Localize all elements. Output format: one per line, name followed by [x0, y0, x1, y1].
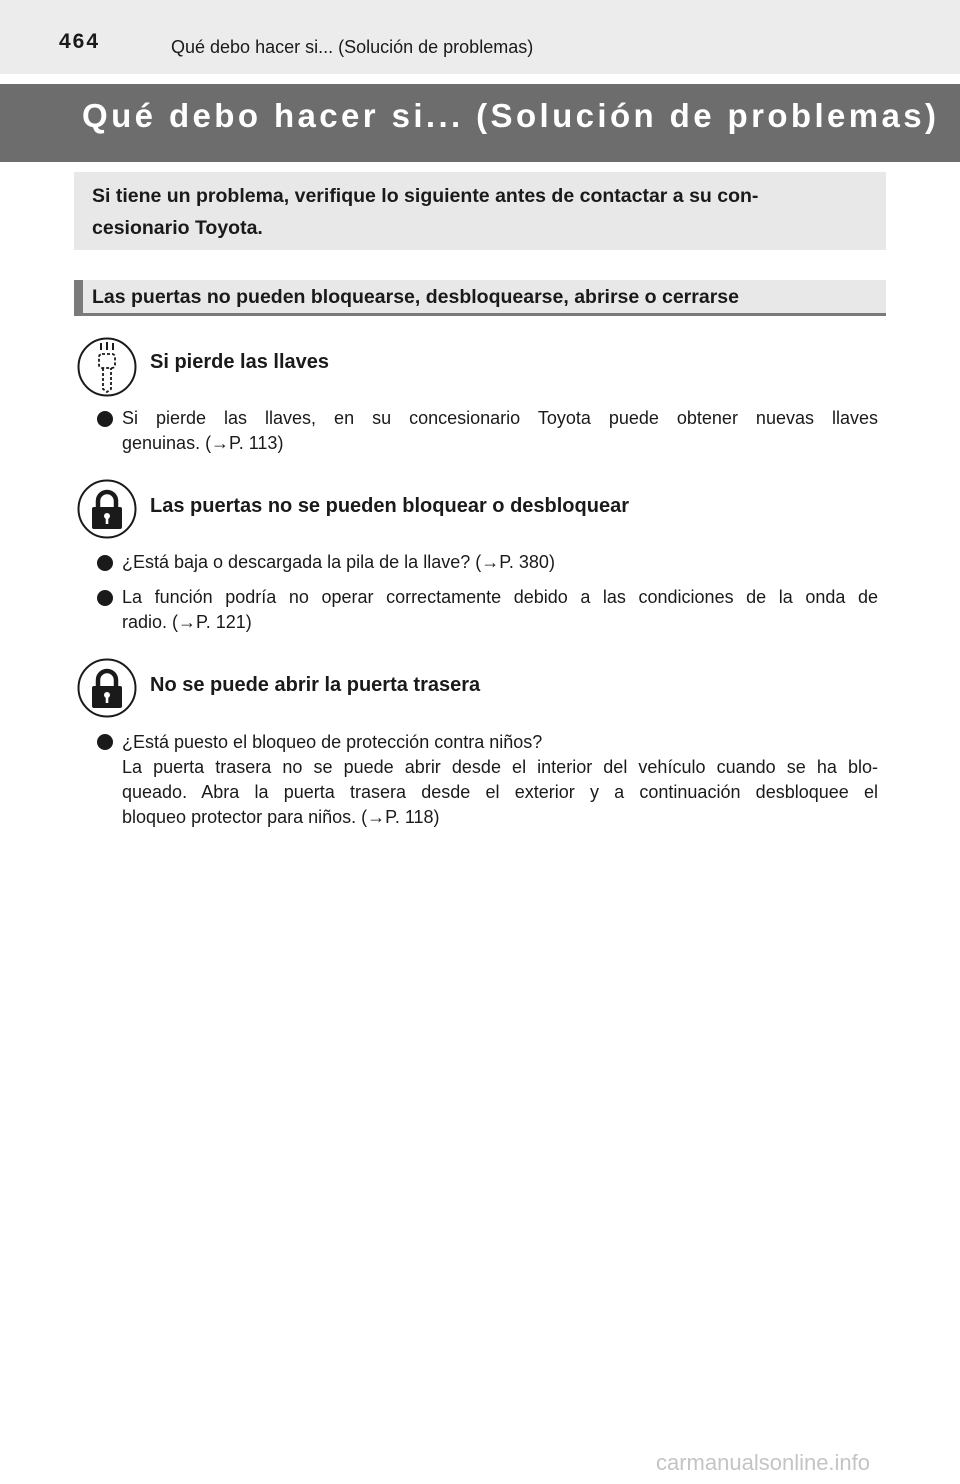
list-item-line: La función podría no operar correctamente debido a las condiciones de la onda de: [122, 587, 878, 607]
list-item: [122, 585, 878, 635]
list-item-line: ¿Está baja o descargada la pila de la llave? (→P. 380): [122, 552, 555, 572]
section-title: Las puertas no pueden bloquearse, desbloquearse, abrirse o cerrarse: [92, 286, 739, 308]
list-item-line: Si pierde las llaves, en su concesionario Toyota puede obtener nuevas llaves: [122, 408, 878, 428]
key-icon: [77, 337, 137, 397]
list-item-line: ¿Está puesto el bloqueo de protección contra niños?: [122, 732, 543, 752]
bullet-icon: [97, 590, 113, 606]
section-heading: [74, 280, 886, 316]
list-item-line: genuinas. (→P. 113): [122, 433, 284, 453]
running-head: Qué debo hacer si... (Solución de problemas): [171, 37, 534, 57]
list-item: [122, 550, 878, 575]
list-item-line: La puerta trasera no se puede abrir desde el interior del vehículo cuando se ha blo-: [122, 757, 878, 777]
list-item: [122, 730, 878, 830]
intro-box: [74, 172, 886, 250]
watermark: carmanualsonline.info: [656, 1450, 871, 1475]
lock-icon: [77, 479, 137, 539]
list-item-line: bloqueo protector para niños. (→P. 118): [122, 807, 440, 827]
topic-title: Las puertas no se pueden bloquear o desbloquear: [150, 495, 629, 517]
chapter-title: Qué debo hacer si... (Solución de problemas): [82, 97, 940, 134]
lock-icon: [77, 658, 137, 718]
intro-line: Si tiene un problema, verifique lo siguiente antes de contactar a su con-: [92, 185, 759, 207]
list-item: [122, 406, 878, 456]
list-item-line: radio. (→P. 121): [122, 612, 252, 632]
bullet-icon: [97, 734, 113, 750]
topic-title: No se puede abrir la puerta trasera: [150, 674, 481, 696]
topic-title: Si pierde las llaves: [150, 351, 329, 373]
list-item-line: queado. Abra la puerta trasera desde el exterior y a continuación desbloquee el: [122, 782, 878, 802]
intro-line: cesionario Toyota.: [92, 217, 263, 239]
page-number: 464: [59, 30, 101, 53]
intro-text: [92, 180, 868, 244]
bullet-icon: [97, 555, 113, 571]
bullet-icon: [97, 411, 113, 427]
